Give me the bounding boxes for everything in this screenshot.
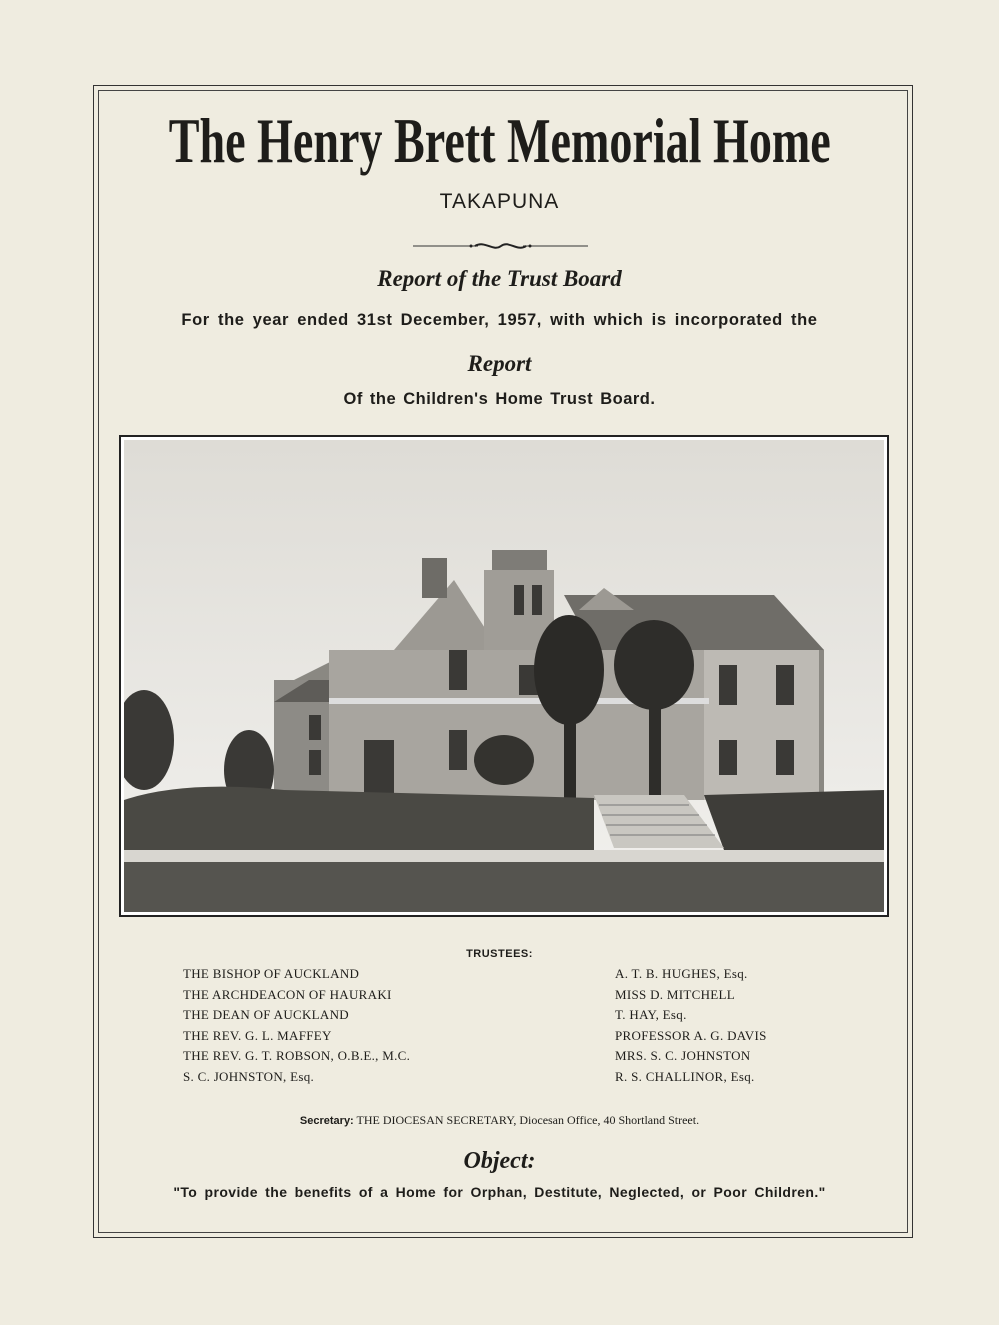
trustee: THE REV. G. L. MAFFEY	[183, 1027, 332, 1043]
trustee: THE DEAN OF AUCKLAND	[183, 1007, 349, 1023]
secretary-line	[0, 1113, 999, 1128]
report-heading: Report of the Trust Board	[377, 266, 622, 291]
trustee: S. C. JOHNSTON, Esq.	[183, 1068, 315, 1084]
trustee: THE REV. G. T. ROBSON, O.B.E., M.C.	[183, 1048, 411, 1064]
trustee: R. S. CHALLINOR, Esq.	[615, 1068, 755, 1084]
secretary-value: THE DIOCESAN SECRETARY, Diocesan Office, 40 Shortland Street.	[356, 1113, 700, 1127]
report2-heading: Report	[467, 351, 532, 376]
report-subline: For the year ended 31st December, 1957, with which is incorporated the	[181, 311, 818, 329]
ornament-divider	[413, 240, 588, 252]
object-text: "To provide the benefits of a Home for Orphan, Destitute, Neglected, or Poor Children."	[173, 1184, 826, 1200]
trustees-left-column	[183, 964, 410, 1088]
report2-subline: Of the Children's Home Trust Board.	[343, 390, 656, 408]
trustee: MISS D. MITCHELL	[615, 986, 735, 1002]
trustee: MRS. S. C. JOHNSTON	[615, 1048, 751, 1064]
trustee: T. HAY, Esq.	[615, 1007, 687, 1023]
trustee: THE BISHOP OF AUCKLAND	[183, 966, 360, 981]
trustee: PROFESSOR A. G. DAVIS	[615, 1027, 767, 1043]
document-title: The Henry Brett Memorial Home	[168, 105, 831, 176]
trustees-right-column	[615, 964, 767, 1088]
secretary-label: Secretary:	[299, 1115, 354, 1127]
trustee: THE ARCHDEACON OF HAURAKI	[183, 986, 392, 1002]
object-heading: Object:	[463, 1148, 536, 1174]
building-photograph	[119, 435, 889, 917]
location: TAKAPUNA	[439, 190, 560, 213]
trustees-heading: TRUSTEES:	[466, 948, 533, 960]
trustee: A. T. B. HUGHES, Esq.	[615, 966, 748, 981]
